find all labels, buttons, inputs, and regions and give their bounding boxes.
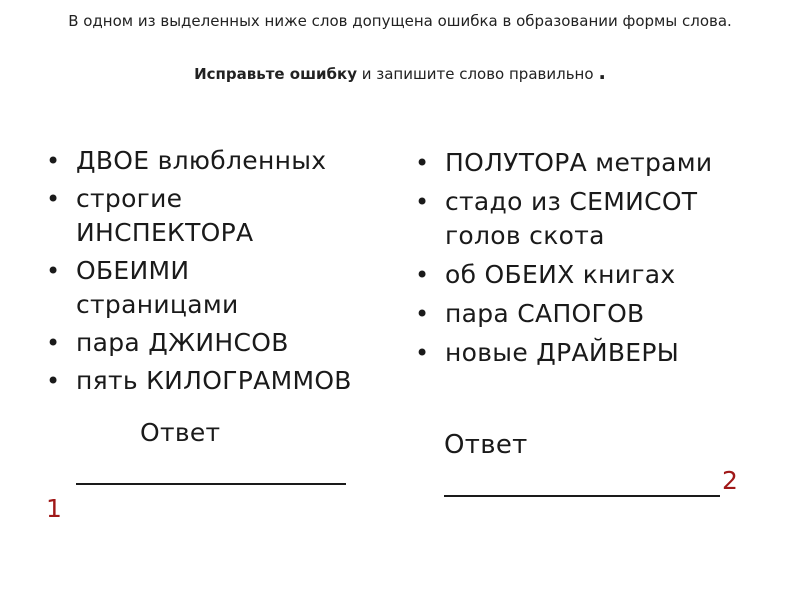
list-item: • ОБЕИМИ страницами bbox=[46, 254, 296, 322]
list-item: • об ОБЕИХ книгах bbox=[415, 258, 795, 292]
instruction-dot: . bbox=[598, 60, 606, 84]
right-word-list bbox=[415, 146, 795, 375]
instruction-line-2 bbox=[0, 60, 800, 84]
instruction-bold: Исправьте ошибку bbox=[194, 65, 357, 83]
list-item: • ПОЛУТОРА метрами bbox=[415, 146, 795, 180]
list-item: • пять КИЛОГРАММОВ bbox=[46, 364, 406, 398]
task-number-2: 2 bbox=[722, 466, 738, 495]
answer-label-right: Ответ bbox=[444, 430, 528, 460]
list-item: • пара ДЖИНСОВ bbox=[46, 326, 406, 360]
answer-line-left bbox=[76, 483, 346, 485]
answer-line-right bbox=[444, 495, 720, 497]
list-item: • ДВОЕ влюбленных bbox=[46, 144, 406, 178]
instruction-line-1: В одном из выделенных ниже слов допущена ошибка в образовании формы слова. bbox=[68, 12, 732, 30]
list-item: • новые ДРАЙВЕРЫ bbox=[415, 336, 795, 370]
list-item: • стадо из СЕМИСОТ голов скота bbox=[415, 185, 745, 253]
instruction-rest: и запишите слово правильно bbox=[356, 65, 594, 83]
list-item: • строгие ИНСПЕКТОРА bbox=[46, 182, 316, 250]
task-number-1: 1 bbox=[46, 494, 62, 523]
left-word-list bbox=[46, 144, 406, 402]
list-item: • пара САПОГОВ bbox=[415, 297, 795, 331]
answer-label-left: Ответ bbox=[140, 418, 221, 447]
